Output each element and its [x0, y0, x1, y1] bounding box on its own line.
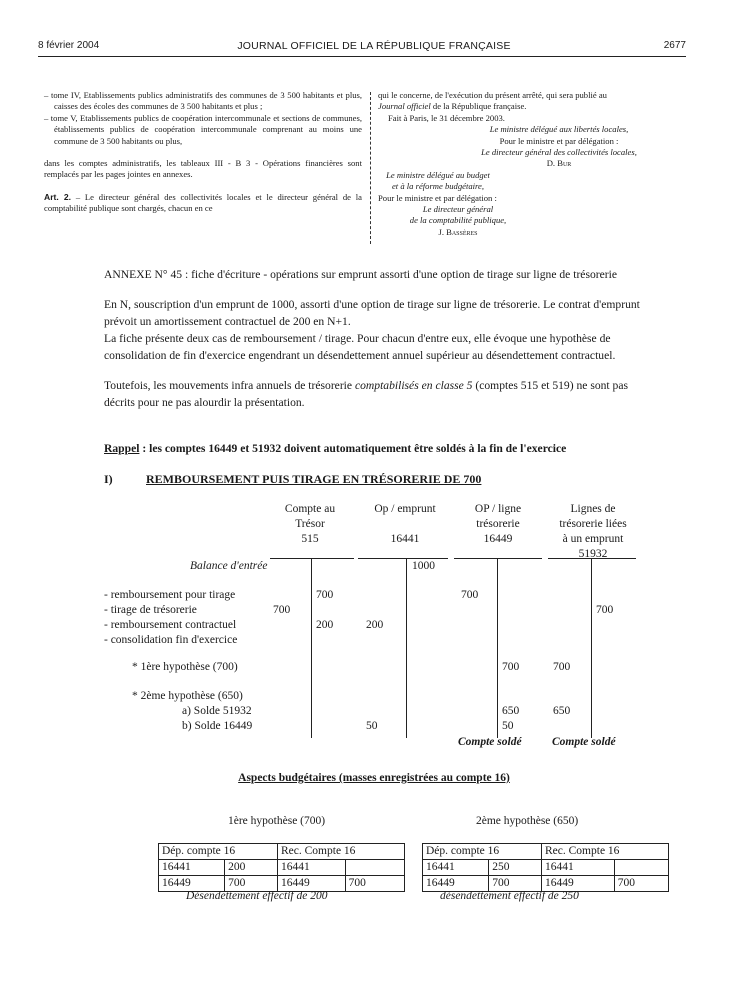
note-desendettement-250: désendettement effectif de 250	[440, 890, 579, 902]
section-1-number: I)	[104, 472, 113, 486]
col2-spacer	[360, 517, 450, 532]
aspects-hyp1: 1ère hypothèse (700)	[228, 815, 326, 827]
rappel-label: Rappel	[104, 442, 140, 455]
hyp2b-label: b) Solde 16449	[182, 720, 253, 732]
p3-italic: comptabilisés en classe 5	[354, 379, 473, 392]
minister-libertes: Le ministre délégué aux libertés locales,	[489, 124, 629, 135]
balance-16441-credit: 1000	[412, 560, 435, 572]
table-cell: 250	[489, 860, 542, 876]
table-cell	[614, 860, 668, 876]
account-51932-header	[548, 502, 638, 562]
annexe-paragraph-3	[104, 377, 644, 411]
hyp2a-16449-credit: 650	[502, 705, 520, 717]
table-cell: Dép. compte 16	[423, 844, 542, 860]
table-cell: 16441	[542, 860, 615, 876]
minister-budget-2: et à la réforme budgétaire,	[391, 181, 485, 192]
hyp1-16449-credit: 700	[502, 661, 520, 673]
table-row	[159, 844, 405, 860]
header-rule	[38, 56, 686, 57]
col1-line2: Trésor	[295, 518, 325, 530]
article-2-label: Art. 2.	[44, 191, 72, 202]
hyp1-51932-debit: 700	[553, 661, 571, 673]
table-cell: 16449	[423, 876, 489, 892]
balance-label: Balance d'entrée	[190, 560, 268, 572]
note-desendettement-200: Désendettement effectif de 200	[186, 890, 328, 902]
row-remboursement-tirage: - remboursement pour tirage	[104, 589, 236, 601]
table-cell: 700	[489, 876, 542, 892]
right-line-2-rest: de la République française.	[430, 101, 527, 112]
table-cell: 16441	[423, 860, 489, 876]
table-cell	[345, 860, 404, 876]
tirage-515-debit: 700	[273, 604, 291, 616]
contractuel-16441-debit: 200	[366, 619, 384, 631]
col4-line1: Lignes de	[570, 503, 616, 515]
solde-51932: Compte soldé	[552, 736, 616, 748]
table-cell: 16441	[159, 860, 225, 876]
journal-officiel-italic: Journal officiel	[378, 101, 431, 112]
t-account-16441-divider	[406, 558, 407, 738]
tirage-51932-credit: 700	[596, 604, 614, 616]
t-account-16441-top	[358, 558, 448, 559]
annexe-title: ANNEXE N° 45 : fiche d'écriture - opérations sur emprunt assorti d'une option de tirage sur ligne de trésorerie	[104, 268, 617, 281]
budget-table-hyp2	[422, 843, 669, 892]
p3-end: (comptes 515 et 519) ne sont pas décrits pour ne pas alourdir la présentation.	[104, 379, 629, 409]
t-account-515-top	[270, 558, 354, 559]
account-515-header	[270, 502, 350, 547]
hyp2-label: * 2ème hypothèse (650)	[132, 690, 243, 702]
table-cell: 16449	[159, 876, 225, 892]
table-cell: 200	[225, 860, 278, 876]
section-1-heading	[104, 472, 481, 487]
table-cell: 16449	[278, 876, 346, 892]
header-date: 8 février 2004	[38, 40, 100, 51]
hyp2a-label: a) Solde 51932	[182, 705, 252, 717]
col3-line1: OP / ligne	[474, 503, 522, 515]
delegation-2: Pour le ministre et par délégation :	[378, 192, 497, 203]
annexe-paragraph-2: La fiche présente deux cas de remboursement / tirage. Pour chacun d'entre eux, elle évoque une hypothèse de consolidation de fin d'exercice engendrant un désendettement annuel supérieur au désendettement contractuel.	[104, 332, 616, 362]
col4-line2: trésorerie liées	[559, 518, 627, 530]
annexe-paragraph-1: En N, souscription d'un emprunt de 1000, assorti d'une option de tirage sur ligne de trésorerie. Le contrat d'emprunt prévoit un amortissement contractuel de 200 en N+1.	[104, 298, 640, 328]
article-2	[44, 192, 362, 215]
table-cell: Rec. Compte 16	[278, 844, 405, 860]
t-account-515-divider	[311, 558, 312, 738]
table-row	[159, 860, 405, 876]
p3-start: Toutefois, les mouvements infra annuels de trésorerie	[104, 379, 355, 392]
t-account-51932-divider	[591, 558, 592, 738]
table-cell: 16441	[278, 860, 346, 876]
col1-line1: Compte au	[284, 503, 336, 515]
aspects-title: Aspects budgétaires (masses enregistrées au compte 16)	[238, 772, 510, 784]
table-row	[423, 860, 669, 876]
t-account-51932-top	[548, 558, 636, 559]
table-cell: Dép. compte 16	[159, 844, 278, 860]
table-cell: 700	[225, 876, 278, 892]
table-cell: 16449	[542, 876, 615, 892]
column-divider	[370, 92, 371, 244]
tome-iv-item: – tome IV, Etablissements publics administratifs des communes de 3 500 habitants et plus, caisses des écoles des communes de 3 500 habitants et plus ;	[44, 90, 362, 112]
header-page-number: 2677	[663, 40, 686, 51]
left-paragraph: dans les comptes administratifs, les tableaux III - B 3 - Opérations financières sont remplacés par les pages jointes en annexes.	[44, 158, 362, 180]
col1-line3: 515	[301, 533, 319, 545]
rappel-text: : les comptes 16449 et 51932 doivent automatiquement être soldés à la fin de l'exercice	[139, 442, 567, 455]
table-cell: 700	[614, 876, 668, 892]
col2-line3: 16441	[390, 533, 420, 545]
solde-16449: Compte soldé	[458, 736, 522, 748]
hyp2b-16449-credit: 50	[502, 720, 514, 732]
fait-a-paris: Fait à Paris, le 31 décembre 2003.	[388, 112, 505, 123]
t-account-16449-top	[454, 558, 542, 559]
section-1-title: REMBOURSEMENT PUIS TIRAGE EN TRÉSORERIE DE 700	[146, 472, 482, 486]
col4-line4: 51932	[578, 548, 608, 560]
article-2-text: – Le directeur général des collectivités locales et le directeur général de la comptabilité publique sont chargés, chacun en ce	[44, 191, 362, 214]
table-cell: Rec. Compte 16	[542, 844, 669, 860]
tome-v-item: – tome V, Etablissements publics de coopération intercommunale et sections de communes, établissements publics de coopération intercommunale comprenant au moins une commune de 3 500 habitants ou plus,	[44, 112, 362, 146]
table-cell: 700	[345, 876, 404, 892]
right-column	[378, 90, 670, 238]
remb-16449-debit: 700	[461, 589, 479, 601]
row-remboursement-contractuel: - remboursement contractuel	[104, 619, 237, 631]
aspects-hyp2: 2ème hypothèse (650)	[476, 815, 579, 827]
budget-table-hyp1	[158, 843, 405, 892]
col4-line3: à un emprunt	[562, 533, 624, 545]
t-account-16449-divider	[497, 558, 498, 738]
annexe-block	[104, 266, 644, 411]
director-compta-2: de la comptabilité publique,	[409, 215, 507, 226]
director-compta-1: Le directeur général	[422, 204, 494, 215]
director-collectivites: Le directeur général des collectivités locales,	[481, 147, 637, 158]
col3-line2: trésorerie	[476, 518, 520, 530]
col3-line3: 16449	[483, 533, 513, 545]
hyp2a-51932-debit: 650	[553, 705, 571, 717]
right-line-1: qui le concerne, de l'exécution du présent arrêté, qui sera publié au	[378, 90, 607, 100]
delegation-1: Pour le ministre et par délégation :	[499, 135, 619, 146]
hyp1-label: * 1ère hypothèse (700)	[132, 661, 238, 673]
hyp2b-16441-debit: 50	[366, 720, 378, 732]
contractuel-515-credit: 200	[316, 619, 334, 631]
right-line-2	[378, 101, 670, 112]
col2-line1: Op / emprunt	[374, 503, 436, 515]
signature-bur: D. Bur	[546, 158, 572, 169]
rappel-note	[104, 442, 664, 455]
minister-budget-1: Le ministre délégué au budget	[386, 169, 490, 180]
row-consolidation: - consolidation fin d'exercice	[104, 634, 238, 646]
header-title: JOURNAL OFFICIEL DE LA RÉPUBLIQUE FRANÇAISE	[237, 40, 511, 52]
left-column	[44, 90, 362, 215]
account-16441-header	[360, 502, 450, 547]
remb-515-credit: 700	[316, 589, 334, 601]
row-tirage-tresorerie: - tirage de trésorerie	[104, 604, 197, 616]
table-row	[423, 844, 669, 860]
signature-basseres: J. Bassères	[438, 226, 478, 237]
account-16449-header	[458, 502, 538, 547]
